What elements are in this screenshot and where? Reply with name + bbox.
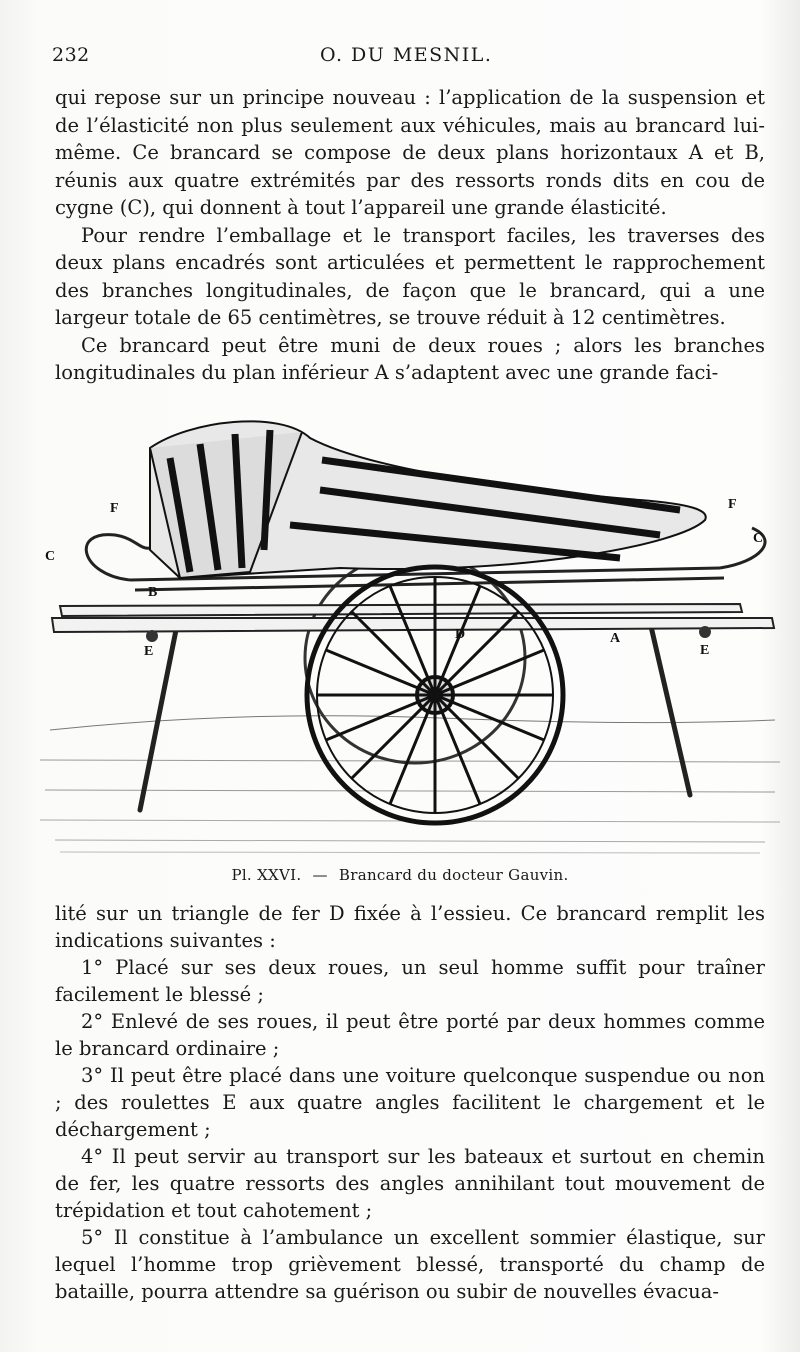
list-item <box>55 954 765 1008</box>
item-text: Il constitue à l’ambulance un excellent sommier élastique, sur lequel l’homme trop grièvement blessé, transporté du champ de bataille, pourra attendre sa guérison ou subir de nouvelles évacua- <box>55 1226 765 1303</box>
item-number: 3° <box>81 1064 104 1087</box>
paragraph: Pour rendre l’emballage et le transport faciles, les traverses des deux plans encadrés sont articulées et permettent le rapprochement des branches longitudinales, de façon que le brancard, qui a une largeur totale de 65 centimètres, se trouve réduit à 12 centimètres. <box>55 223 765 329</box>
item-number: 2° <box>81 1010 104 1033</box>
stretcher-cover <box>150 421 706 578</box>
roulette-e-left <box>146 630 158 642</box>
page-number: 232 <box>52 44 90 66</box>
item-text: Placé sur ses deux roues, un seul homme suffit pour traîner facilement le blessé ; <box>55 956 765 1006</box>
engraving-stretcher <box>40 400 780 860</box>
stretcher-illustration <box>40 400 780 860</box>
page-header <box>52 44 752 74</box>
list-item <box>55 1143 765 1224</box>
paragraph: Ce brancard peut être muni de deux roues ; alors les branches longitudinales du plan inférieur A s’adaptent avec une grande faci- <box>55 333 765 384</box>
label-c-right: C <box>753 531 764 546</box>
list-item <box>55 1008 765 1062</box>
item-text: Il peut être placé dans une voiture quelconque suspendue ou non ; des roulettes E aux quatre angles facilitent le chargement et le déchargement ; <box>55 1064 766 1141</box>
label-e-left: E <box>144 644 154 659</box>
caption-plate-number: Pl. XXVI. <box>231 866 302 884</box>
front-wheel <box>307 567 563 823</box>
item-text: Il peut servir au transport sur les bateaux et surtout en chemin de fer, les quatre ressorts des angles annihilant tout mouvement de trépidation et tout cahotement ; <box>55 1145 765 1222</box>
ground-hatching <box>40 716 780 853</box>
lower-frame-a <box>52 604 774 632</box>
running-head: O. DU MESNIL. <box>320 44 493 66</box>
label-f-left: F <box>110 501 119 516</box>
paragraph: lité sur un triangle de fer D fixée à l’essieu. Ce brancard remplit les indications suivantes : <box>55 902 765 952</box>
caption-title: Brancard du docteur Gauvin. <box>338 866 569 884</box>
list-item <box>55 1224 765 1305</box>
item-text: Enlevé de ses roues, il peut être porté par deux hommes comme le brancard ordinaire ; <box>55 1010 765 1060</box>
label-f-right: F <box>728 497 737 512</box>
roulette-e-right <box>699 626 711 638</box>
label-c-left: C <box>45 549 56 564</box>
paragraph: qui repose sur un principe nouveau : l’application de la suspension et de l’élasticité non plus seulement aux véhicules, mais au brancard lui-même. Ce brancard se compose de deux plans horizontaux A et B, réunis aux quatre extrémités par des ressorts ronds dits en cou de cygne (C), qui donnent à tout l’appareil une grande élasticité. <box>55 86 765 219</box>
bottom-text <box>55 900 765 1305</box>
item-number: 4° <box>81 1145 104 1168</box>
label-b: B <box>148 585 158 600</box>
top-text <box>55 84 765 387</box>
caption-dash: — <box>312 866 328 884</box>
label-a: A <box>610 631 621 646</box>
spring-c-left <box>86 535 150 580</box>
item-number: 5° <box>81 1226 104 1249</box>
figure-caption <box>0 866 800 884</box>
list-item <box>55 1062 765 1143</box>
label-d: D <box>455 627 466 642</box>
label-e-right: E <box>700 643 710 658</box>
item-number: 1° <box>81 956 104 979</box>
